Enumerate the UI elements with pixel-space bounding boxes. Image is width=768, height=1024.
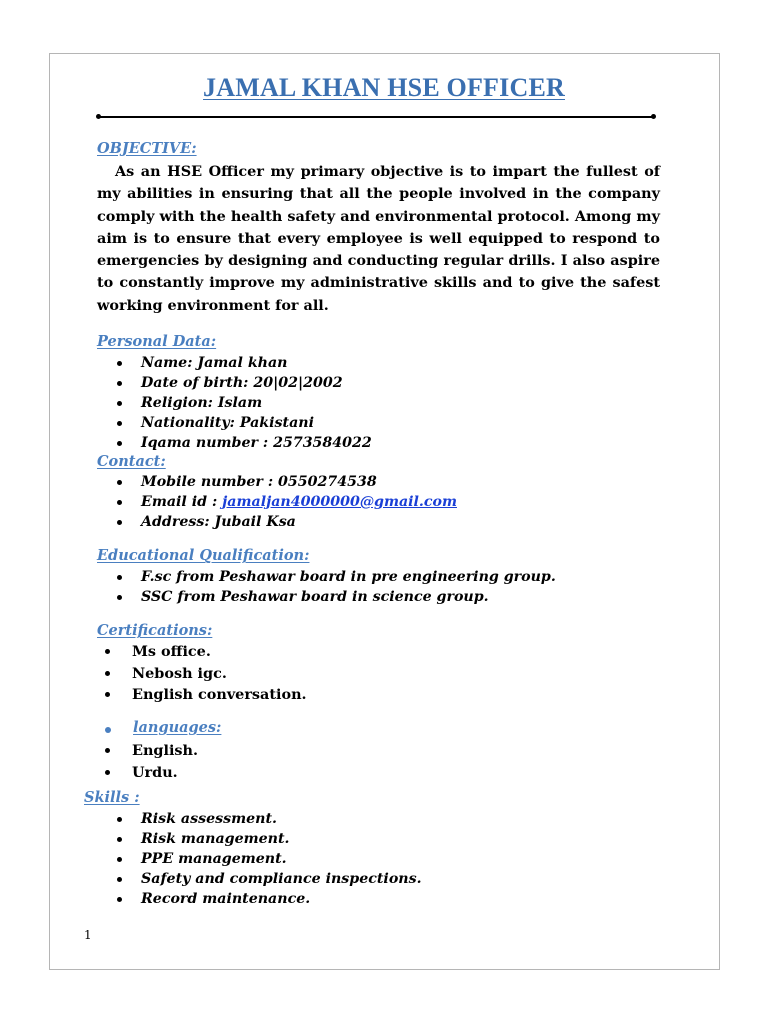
personal-data-list	[117, 353, 372, 453]
bullet-icon	[117, 480, 122, 485]
contact-list	[117, 472, 457, 532]
bullet-icon	[117, 877, 122, 882]
title-divider	[98, 116, 654, 118]
list-item: Record maintenance.	[117, 889, 422, 909]
list-item: Ms office.	[103, 641, 307, 663]
bullet-icon	[117, 857, 122, 862]
bullet-icon	[105, 770, 110, 775]
list-item: SSC from Peshawar board in science group.	[117, 587, 556, 607]
skills-heading: Skills :	[84, 789, 140, 806]
page-number: 1	[84, 928, 92, 942]
list-item: Risk management.	[117, 829, 422, 849]
bullet-icon	[117, 897, 122, 902]
resume-title: JAMAL KHAN HSE OFFICER	[203, 73, 565, 102]
bullet-icon	[117, 441, 122, 446]
list-item: Iqama number : 2573584022	[117, 433, 372, 453]
certifications-heading: Certifications:	[97, 622, 213, 639]
skills-list	[117, 809, 422, 909]
bullet-icon	[105, 671, 110, 676]
bullet-icon	[117, 381, 122, 386]
list-item: F.sc from Peshawar board in pre engineering group.	[117, 567, 556, 587]
bullet-icon	[117, 595, 122, 600]
bullet-icon	[117, 575, 122, 580]
bullet-icon	[105, 727, 111, 733]
list-item: Email id : jamaljan4000000@gmail.com	[117, 492, 457, 512]
list-item: Urdu.	[103, 762, 198, 784]
list-item: PPE management.	[117, 849, 422, 869]
objective-heading: OBJECTIVE:	[97, 140, 197, 157]
bullet-icon	[105, 649, 110, 654]
list-item: English conversation.	[103, 684, 307, 706]
objective-text: As an HSE Officer my primary objective is to impart the fullest of my abilities in ensuring that all the people involved in the company comply with the health safety and environmental protocol. Among my aim is to ensure that every employee is well equipped to respond to emergencies by designing and conducting regular drills. I also aspire to constantly improve my administrative skills and to give the safest working environment for all.	[97, 163, 660, 314]
list-item: Religion: Islam	[117, 393, 372, 413]
bullet-icon	[117, 421, 122, 426]
contact-heading: Contact:	[97, 453, 166, 470]
list-item: Date of birth: 20|02|2002	[117, 373, 372, 393]
bullet-icon	[117, 361, 122, 366]
list-item: Address: Jubail Ksa	[117, 512, 457, 532]
list-item: Mobile number : 0550274538	[117, 472, 457, 492]
certifications-list	[103, 641, 307, 706]
list-item: English.	[103, 740, 198, 762]
languages-list	[103, 740, 198, 783]
personal-data-heading: Personal Data:	[97, 333, 217, 350]
languages-heading: languages:	[133, 719, 222, 736]
education-heading: Educational Qualification:	[97, 547, 310, 564]
bullet-icon	[117, 520, 122, 525]
list-item: Safety and compliance inspections.	[117, 869, 422, 889]
list-item: Risk assessment.	[117, 809, 422, 829]
email-link[interactable]: jamaljan4000000@gmail.com	[222, 494, 457, 510]
bullet-icon	[117, 837, 122, 842]
list-item: Nebosh igc.	[103, 663, 307, 685]
list-item: Nationality: Pakistani	[117, 413, 372, 433]
education-list	[117, 567, 556, 607]
bullet-icon	[117, 401, 122, 406]
bullet-icon	[105, 692, 110, 697]
list-item: Name: Jamal khan	[117, 353, 372, 373]
bullet-icon	[105, 748, 110, 753]
bullet-icon	[117, 500, 122, 505]
bullet-icon	[117, 817, 122, 822]
